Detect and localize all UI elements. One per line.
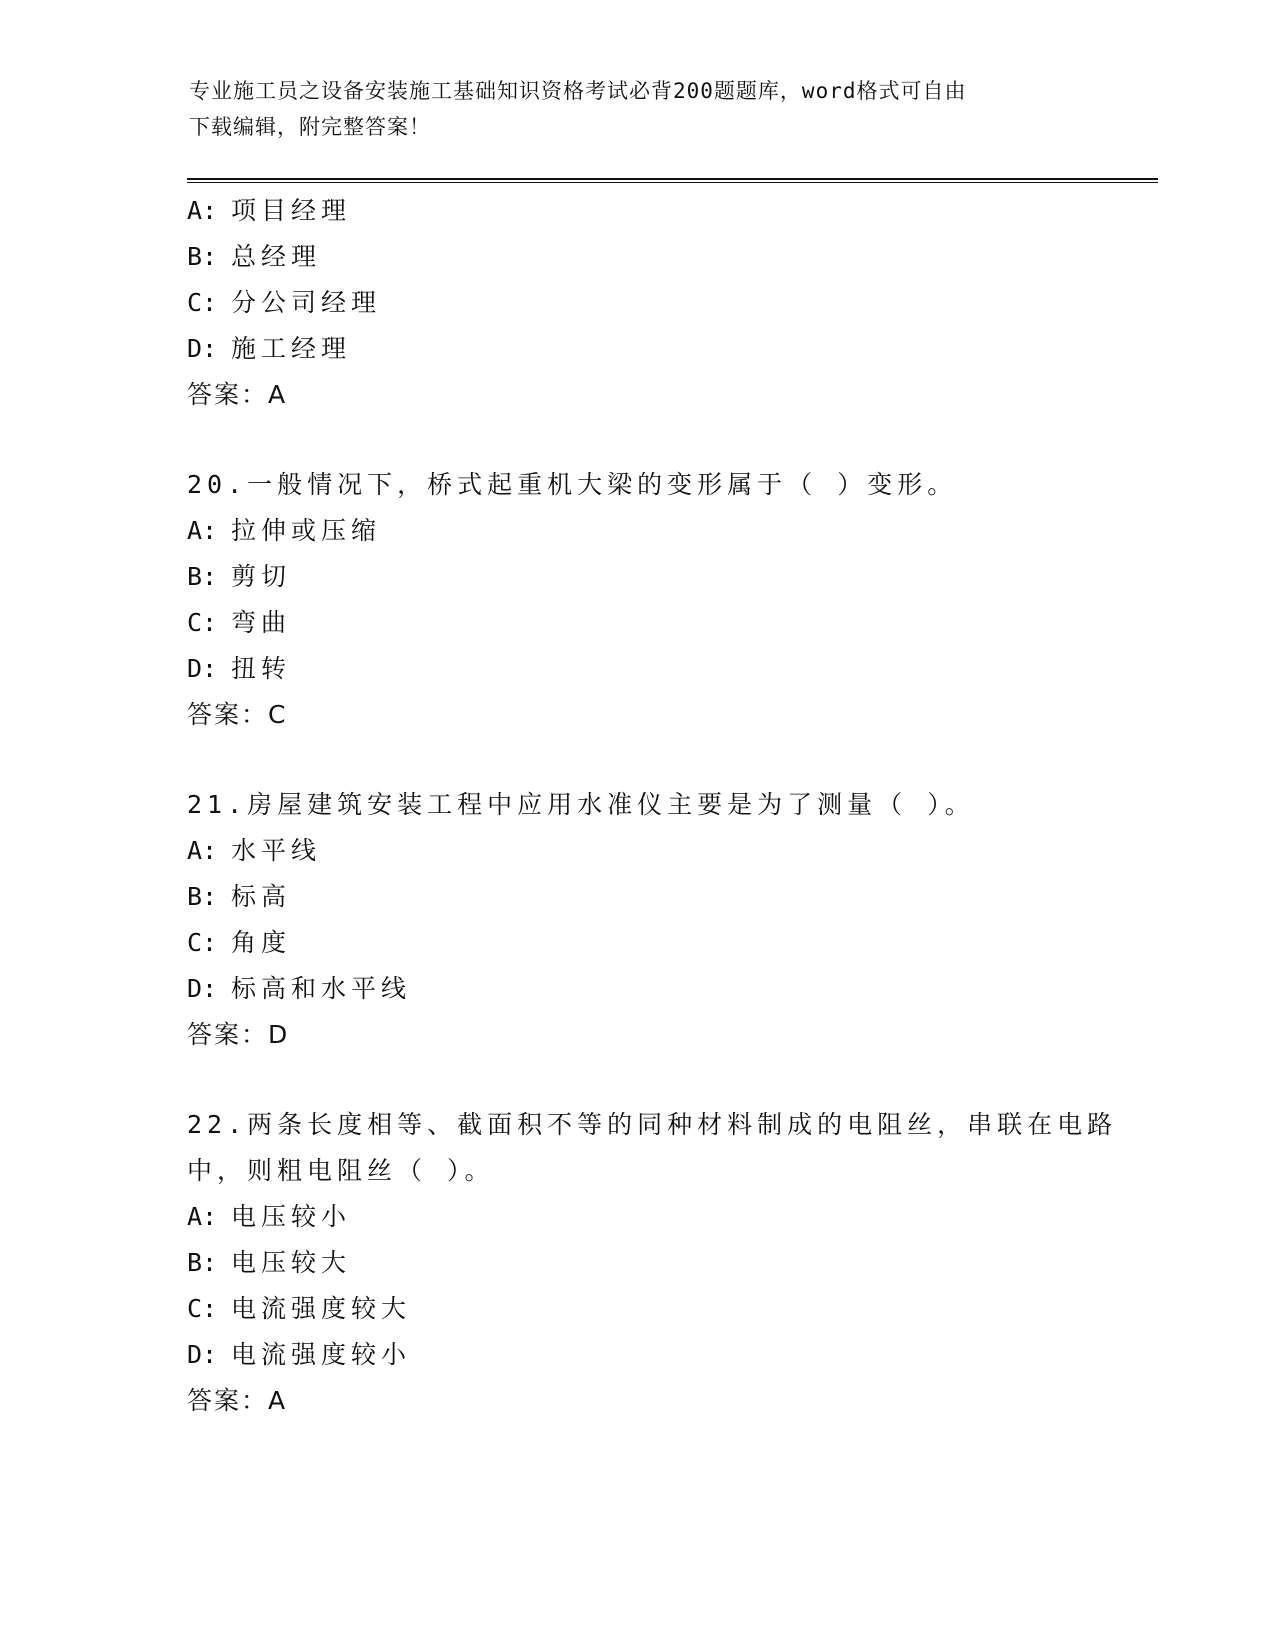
question-22 bbox=[187, 1102, 1118, 1424]
option-a bbox=[187, 188, 1087, 234]
option-label: C: bbox=[187, 1294, 218, 1323]
option-label: B: bbox=[187, 882, 218, 911]
document-header bbox=[189, 73, 1089, 145]
option-d bbox=[187, 646, 1087, 692]
option-label: D: bbox=[187, 654, 218, 683]
option-label: B: bbox=[187, 1248, 218, 1277]
option-label: B: bbox=[187, 562, 218, 591]
option-b bbox=[187, 554, 1087, 600]
option-text: 项目经理 bbox=[231, 196, 352, 225]
option-label: C: bbox=[187, 288, 218, 317]
option-label: B: bbox=[187, 242, 218, 271]
question-list bbox=[187, 188, 1118, 1424]
option-text: 角度 bbox=[231, 928, 292, 957]
option-d bbox=[187, 326, 1087, 372]
option-b bbox=[187, 234, 1087, 280]
question-text-continued: 中，则粗电阻丝（ ）。 bbox=[187, 1156, 495, 1185]
option-c bbox=[187, 600, 1087, 646]
option-a bbox=[187, 828, 1087, 874]
option-c bbox=[187, 1286, 1087, 1332]
option-text: 扭转 bbox=[231, 654, 292, 683]
option-d bbox=[187, 966, 1087, 1012]
question-20 bbox=[187, 462, 1087, 738]
header-line-2: 下载编辑，附完整答案！ bbox=[189, 115, 431, 139]
question-text: 20.一般情况下，桥式起重机大梁的变形属于（ ）变形。 bbox=[187, 470, 958, 499]
option-text: 拉伸或压缩 bbox=[231, 516, 382, 545]
option-d bbox=[187, 1332, 1087, 1378]
answer-line: 答案：C bbox=[187, 700, 288, 729]
option-label: A: bbox=[187, 516, 218, 545]
question-21 bbox=[187, 782, 1087, 1058]
option-b bbox=[187, 1240, 1087, 1286]
spacer bbox=[187, 418, 1087, 462]
header-divider bbox=[187, 178, 1158, 183]
option-text: 总经理 bbox=[231, 242, 322, 271]
option-text: 剪切 bbox=[231, 562, 292, 591]
question-19-continued bbox=[187, 188, 1087, 418]
answer-line: 答案：A bbox=[187, 380, 288, 409]
option-c bbox=[187, 280, 1087, 326]
option-text: 电流强度较大 bbox=[231, 1294, 412, 1323]
spacer bbox=[187, 738, 1087, 782]
option-text: 施工经理 bbox=[231, 334, 352, 363]
option-label: A: bbox=[187, 196, 218, 225]
option-a bbox=[187, 1194, 1087, 1240]
question-text: 21.房屋建筑安装工程中应用水准仪主要是为了测量（ ）。 bbox=[187, 790, 975, 819]
option-text: 标高 bbox=[231, 882, 292, 911]
option-c bbox=[187, 920, 1087, 966]
option-label: D: bbox=[187, 1340, 218, 1369]
spacer bbox=[187, 1058, 1087, 1102]
question-text: 22.两条长度相等、截面积不等的同种材料制成的电阻丝，串联在电路 bbox=[187, 1110, 1118, 1139]
option-text: 电压较大 bbox=[231, 1248, 352, 1277]
option-label: C: bbox=[187, 608, 218, 637]
option-label: A: bbox=[187, 1202, 218, 1231]
option-label: C: bbox=[187, 928, 218, 957]
option-text: 弯曲 bbox=[231, 608, 292, 637]
option-label: D: bbox=[187, 334, 218, 363]
option-b bbox=[187, 874, 1087, 920]
answer-line: 答案：A bbox=[187, 1386, 288, 1415]
option-text: 电压较小 bbox=[231, 1202, 352, 1231]
option-text: 分公司经理 bbox=[231, 288, 382, 317]
option-text: 水平线 bbox=[231, 836, 322, 865]
option-label: A: bbox=[187, 836, 218, 865]
option-a bbox=[187, 508, 1087, 554]
answer-line: 答案：D bbox=[187, 1020, 290, 1049]
option-text: 电流强度较小 bbox=[231, 1340, 412, 1369]
header-line-1: 专业施工员之设备安装施工基础知识资格考试必背200题题库，word格式可自由 bbox=[189, 79, 967, 103]
option-label: D: bbox=[187, 974, 218, 1003]
option-text: 标高和水平线 bbox=[231, 974, 412, 1003]
